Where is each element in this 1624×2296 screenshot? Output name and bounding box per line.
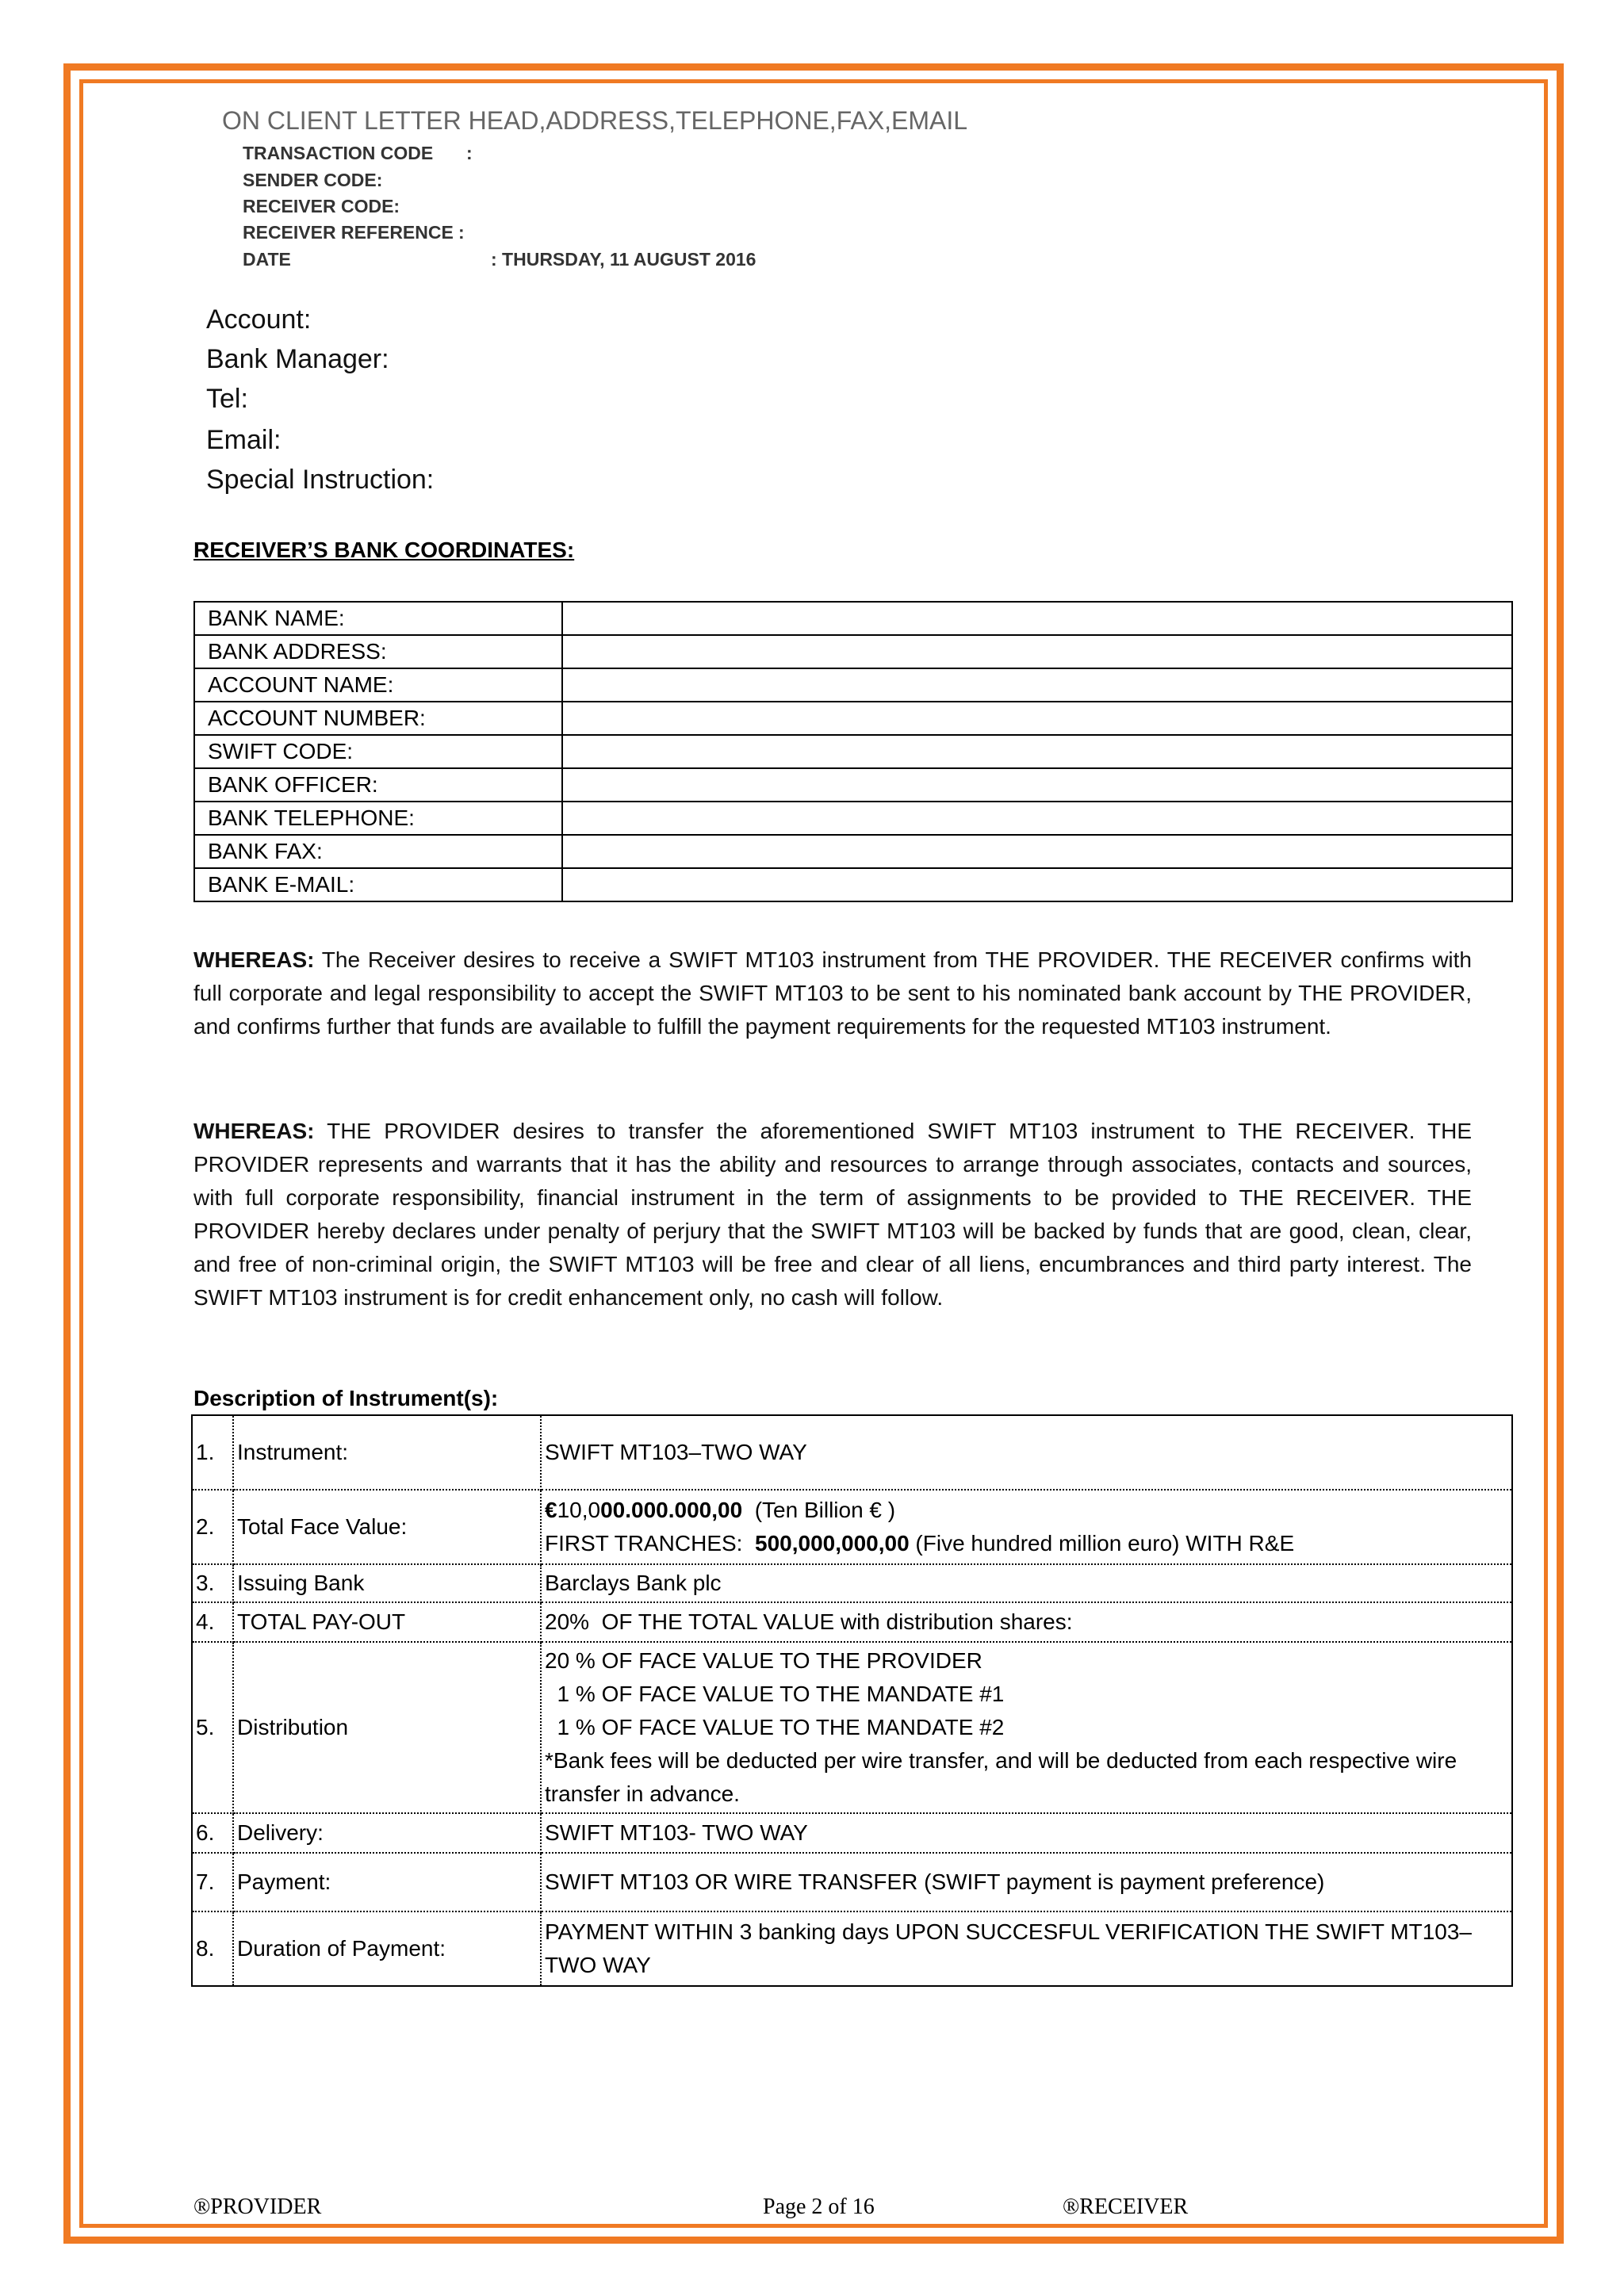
table-row	[192, 1911, 1512, 1986]
distribution-line: 20 % OF FACE VALUE TO THE PROVIDER	[545, 1648, 982, 1673]
row-label: Duration of Payment:	[233, 1911, 541, 1986]
row-label: Payment:	[233, 1853, 541, 1911]
bank-coordinates-table	[193, 601, 1513, 902]
sender-code-label: SENDER CODE:	[243, 170, 383, 190]
distribution-note: *Bank fees will be deducted per wire transfer, and will be deducted from each respective wire transfer in advance.	[545, 1748, 1457, 1806]
face-value-bold-part: 00.000.000,00	[600, 1498, 743, 1522]
account-name-label: ACCOUNT NAME:	[194, 668, 562, 702]
whereas-paragraph-1	[193, 943, 1472, 1043]
account-name-field[interactable]	[562, 668, 1512, 702]
whereas-1-text: The Receiver desires to receive a SWIFT MT103 instrument from THE PROVIDER. THE RECEIVER confirms with full corporate and legal responsibility to accept the SWIFT MT103 to be sent to his nominated bank account by THE PROVIDER, and confirms further that funds are available to fulfill the payment requirements for the requested MT103 instrument.	[193, 947, 1472, 1039]
bank-officer-label: BANK OFFICER:	[194, 768, 562, 802]
date-label: DATE	[243, 249, 291, 270]
swift-code-field[interactable]	[562, 735, 1512, 768]
whereas-label: WHEREAS:	[193, 1119, 315, 1143]
table-row	[194, 835, 1512, 868]
bank-name-field[interactable]	[562, 602, 1512, 635]
swift-code-label: SWIFT CODE:	[194, 735, 562, 768]
face-value-part: 10,0	[557, 1498, 601, 1522]
table-row	[194, 635, 1512, 668]
face-value-line	[545, 1494, 1511, 1527]
row-label: Issuing Bank	[233, 1564, 541, 1602]
row-number: 1.	[192, 1415, 233, 1490]
row-value: Barclays Bank plc	[541, 1564, 1512, 1602]
first-tranches-label: FIRST TRANCHES:	[545, 1531, 756, 1556]
row-number: 4.	[192, 1602, 233, 1642]
receiver-bank-coordinates-title: RECEIVER’S BANK COORDINATES:	[193, 538, 575, 562]
bank-fax-label: BANK FAX:	[194, 835, 562, 868]
bank-fax-field[interactable]	[562, 835, 1512, 868]
bank-email-label: BANK E-MAIL:	[194, 868, 562, 901]
table-row	[192, 1642, 1512, 1813]
whereas-2-text: THE PROVIDER desires to transfer the aforementioned SWIFT MT103 instrument to THE RECEIVER. THE PROVIDER represents and warrants that it has the ability and resources to arrange through associates, contacts and sources, with full corporate responsibility, financial instrument in the term of assignments to be provided to THE RECEIVER. THE PROVIDER hereby declares under penalty of perjury that the SWIFT MT103 will be backed by funds that are good, clean, clear, and free of non-criminal origin, the SWIFT MT103 will be free and clear of all liens, encumbrances and third party interest. The SWIFT MT103 instrument is for credit enhancement only, no cash will follow.	[193, 1119, 1472, 1310]
table-row	[192, 1813, 1512, 1853]
row-value: 20% OF THE TOTAL VALUE with distribution shares:	[541, 1602, 1512, 1642]
row-value: SWIFT MT103–TWO WAY	[541, 1415, 1512, 1490]
transaction-code-colon: :	[466, 143, 473, 163]
bank-manager-label: Bank Manager:	[206, 344, 389, 374]
first-tranches-words: (Five hundred million euro) WITH R&E	[909, 1531, 1295, 1556]
bank-name-label: BANK NAME:	[194, 602, 562, 635]
row-number: 3.	[192, 1564, 233, 1602]
first-tranches-line	[545, 1527, 1511, 1560]
date-value: : THURSDAY, 11 AUGUST 2016	[491, 249, 756, 270]
row-value: SWIFT MT103- TWO WAY	[541, 1813, 1512, 1853]
row-label: TOTAL PAY-OUT	[233, 1602, 541, 1642]
table-row	[192, 1853, 1512, 1911]
account-number-label: ACCOUNT NUMBER:	[194, 702, 562, 735]
row-number: 7.	[192, 1853, 233, 1911]
row-value	[541, 1490, 1512, 1564]
receiver-code-label: RECEIVER CODE:	[243, 196, 400, 216]
row-label: Delivery:	[233, 1813, 541, 1853]
row-label: Instrument:	[233, 1415, 541, 1490]
letterhead-placeholder: ON CLIENT LETTER HEAD,ADDRESS,TELEPHONE,FAX,EMAIL	[222, 106, 968, 135]
table-row	[192, 1564, 1512, 1602]
account-number-field[interactable]	[562, 702, 1512, 735]
instrument-table	[191, 1414, 1513, 1987]
footer-page-number: Page 2 of 16	[763, 2195, 875, 2219]
receiver-reference-label: RECEIVER REFERENCE	[243, 222, 454, 243]
table-row	[194, 702, 1512, 735]
row-number: 8.	[192, 1911, 233, 1986]
table-row	[192, 1490, 1512, 1564]
row-label: Distribution	[233, 1642, 541, 1813]
account-label: Account:	[206, 304, 312, 335]
table-row	[192, 1415, 1512, 1490]
description-title: Description of Instrument(s):	[193, 1386, 499, 1410]
euro-sign: €	[545, 1498, 557, 1522]
table-row	[194, 735, 1512, 768]
bank-officer-field[interactable]	[562, 768, 1512, 802]
footer-receiver: ®RECEIVER	[1063, 2195, 1189, 2219]
row-value: SWIFT MT103 OR WIRE TRANSFER (SWIFT payment is payment preference)	[541, 1853, 1512, 1911]
table-row	[194, 668, 1512, 702]
bank-address-label: BANK ADDRESS:	[194, 635, 562, 668]
transaction-code-label: TRANSACTION CODE	[243, 143, 434, 163]
whereas-paragraph-2	[193, 1115, 1472, 1314]
table-row	[194, 602, 1512, 635]
table-row	[192, 1602, 1512, 1642]
row-number: 6.	[192, 1813, 233, 1853]
first-tranches-amount: 500,000,000,00	[755, 1531, 910, 1556]
table-row	[194, 802, 1512, 835]
bank-telephone-label: BANK TELEPHONE:	[194, 802, 562, 835]
bank-email-field[interactable]	[562, 868, 1512, 901]
receiver-reference-colon: :	[458, 222, 465, 243]
row-value	[541, 1642, 1512, 1813]
tel-label: Tel:	[206, 384, 248, 414]
bank-telephone-field[interactable]	[562, 802, 1512, 835]
row-number: 2.	[192, 1490, 233, 1564]
special-instruction-label: Special Instruction:	[206, 465, 435, 495]
email-label: Email:	[206, 425, 282, 455]
row-number: 5.	[192, 1642, 233, 1813]
table-row	[194, 768, 1512, 802]
table-row	[194, 868, 1512, 901]
bank-address-field[interactable]	[562, 635, 1512, 668]
whereas-label: WHEREAS:	[193, 947, 315, 972]
row-label: Total Face Value:	[233, 1490, 541, 1564]
distribution-line: 1 % OF FACE VALUE TO THE MANDATE #2	[545, 1715, 1005, 1739]
row-value: PAYMENT WITHIN 3 banking days UPON SUCCESFUL VERIFICATION THE SWIFT MT103–TWO WAY	[541, 1911, 1512, 1986]
face-value-words: (Ten Billion € )	[742, 1498, 896, 1522]
distribution-line: 1 % OF FACE VALUE TO THE MANDATE #1	[545, 1682, 1005, 1706]
footer-provider: ®PROVIDER	[193, 2195, 322, 2219]
